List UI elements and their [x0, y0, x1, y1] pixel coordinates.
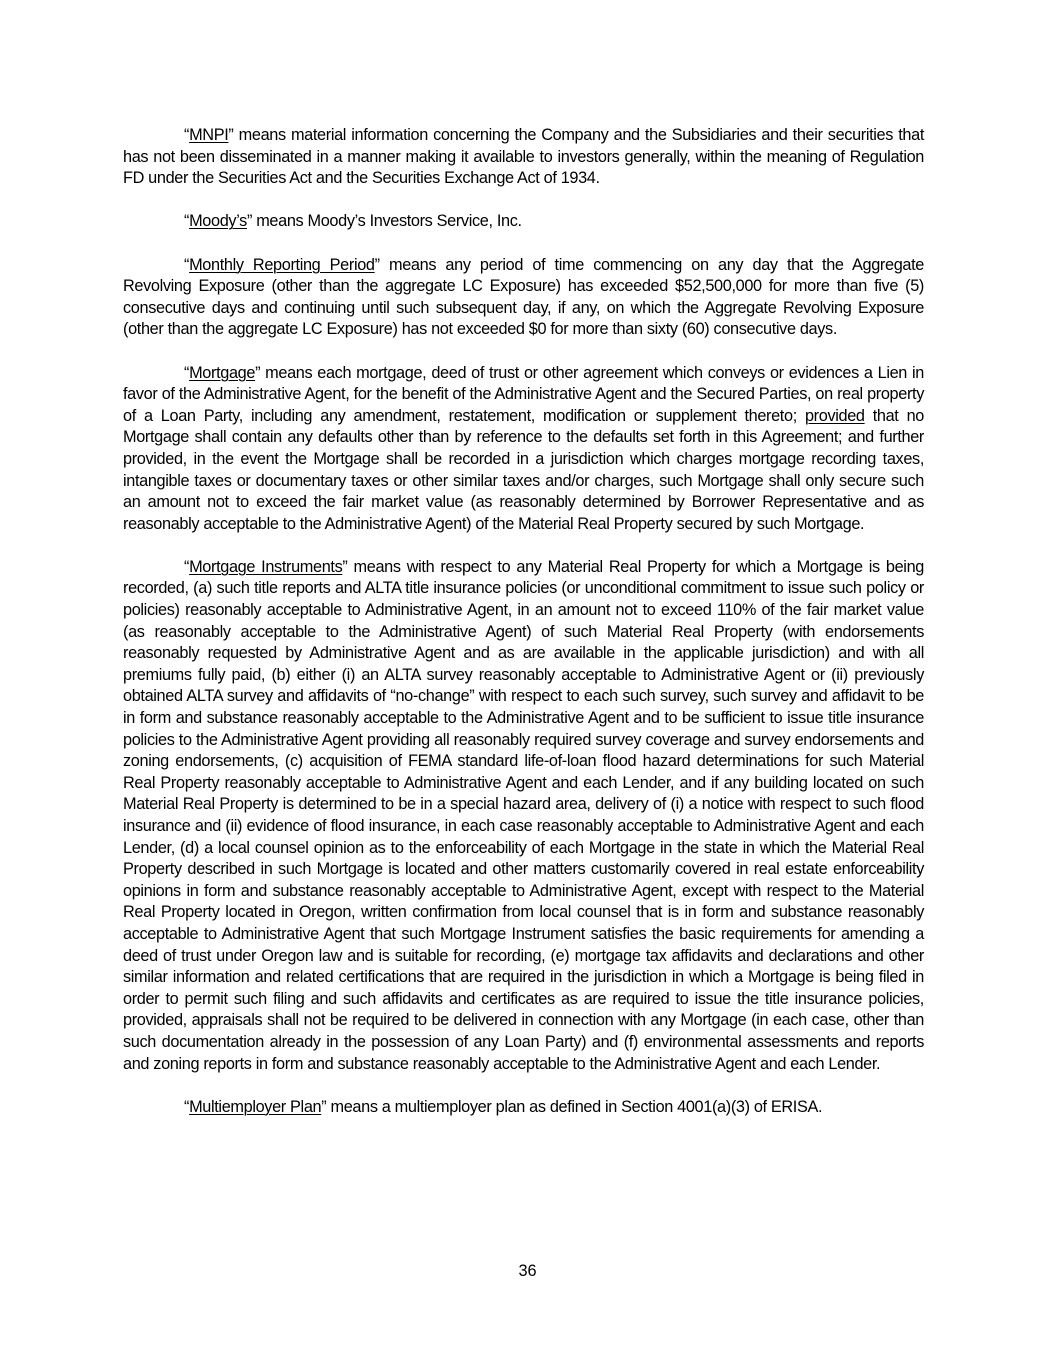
defined-term: Moody’s — [189, 212, 247, 231]
definition-body: means material information concerning the Company and the Subsidiaries and their securities that has not been disseminated in a manner making it available to investors generally, within the meaning of Regulation FD under the Securities Act and the Securities Exchange Act of 1934. — [123, 126, 924, 188]
open-quote: “ — [184, 126, 190, 144]
defined-term: Mortgage — [189, 363, 256, 382]
open-quote: “ — [184, 212, 190, 231]
definition-body: means with respect to any Material Real Property for which a Mortgage is being recorded, (a) such title reports and ALTA title insurance policies (or unconditional commitment to issue such policy or policies) reasonably acceptable to Administrative Agent, in an amount not to exceed 110% of the fair market value (as reasonably acceptable to the Administrative Agent) of such Material Real Property (with endorsements reasonably requested by Administrative Agent and as are available in the applicable jurisdiction) and with all premiums fully paid, (b) either (i) an ALTA survey reasonably acceptable to Administrative Agent or (ii) previously obtained ALTA survey and affidavits of “no-change” with respect to each such survey, such survey and affidavit to be in form and substance reasonably acceptable to the Administrative Agent and to be sufficient to issue title insurance policies to the Administrative Agent providing all reasonably required survey coverage and survey endorsements and zoning endorsements, (c) acquisition of FEMA standard life-of-loan flood hazard determinations for such Material Real Property reasonably acceptable to Administrative Agent and each Lender, and if any building located on such Material Real Property is determined to be in a special hazard area, delivery of (i) a notice with respect to such flood insurance and (ii) evidence of flood insurance, in each case reasonably acceptable to Administrative Agent and each Lender, (d) a local counsel opinion as to the enforceability of each Mortgage in the state in which the Material Real Property described in such Mortgage is located and other matters customarily covered in real estate enforceability opinions in form and substance reasonably acceptable to Administrative Agent, except with respect to the Material Real Property located in Oregon, written confirmation from local counsel that is in form and substance reasonably acceptable to Administrative Agent that such Mortgage Instrument satisfies the basic requirements for amending a deed of trust under Oregon law and is suitable for recording, (e) mortgage tax affidavits and declarations and other similar information and related certifications that are required in the jurisdiction in which a Mortgage is being filed in order to permit such filing and such affidavits and certificates as are required to issue the title insurance policies, provided, appraisals shall not be required to be delivered in connection with any Mortgage (in each case, other than such documentation already in the possession of any Loan Party) and (f) environmental assessments and reports and zoning reports in form and substance reasonably acceptable to the Administrative Agent and each Lender. — [123, 557, 924, 1073]
defined-term: Multiemployer Plan — [189, 1097, 322, 1116]
definition-moodys — [123, 211, 924, 233]
definition-mortgage — [123, 363, 924, 536]
definition-body: means any period of time commencing on any day that the Aggregate Revolving Exposure (other than the aggregate LC Exposure) has exceeded $52,500,000 for more than five (5) consecutive days and continuing until such subsequent day, if any, on which the Aggregate Revolving Exposure (other than the aggregate LC Exposure) has not exceeded $0 for more than sixty (60) consecutive days. — [123, 255, 924, 339]
definition-body: means each mortgage, deed of trust or other agreement which conveys or evidences a Lien in favor of the Administrative Agent, for the benefit of the Administrative Agent and the Secured Parties, on real property of a Loan Party, including any amendment, restatement, modification or supplement thereto; — [123, 363, 924, 425]
definition-mortgage-instruments — [123, 557, 924, 1075]
definition-mnpi — [123, 125, 924, 190]
close-quote: ” — [342, 557, 348, 576]
defined-term: Mortgage Instruments — [189, 557, 343, 576]
close-quote: ” — [321, 1097, 327, 1116]
close-quote: ” — [246, 212, 253, 231]
definition-body: means Moody’s Investors Service, Inc. — [252, 212, 522, 231]
document-page — [123, 125, 924, 1140]
close-quote: ” — [374, 255, 380, 274]
definition-monthly-reporting-period — [123, 255, 924, 341]
defined-term: Monthly Reporting Period — [189, 255, 375, 274]
close-quote: ” — [228, 126, 234, 144]
close-quote: ” — [255, 363, 261, 382]
definition-body-continued: that no Mortgage shall contain any defaults other than by reference to the defaults set forth in this Agreement; and further provided, in the event the Mortgage shall be recorded in a jurisdiction which charges mortgage recording taxes, intangible taxes or documentary taxes or other similar taxes and/or charges, such Mortgage shall only secure such an amount not to exceed the fair market value (as reasonably determined by Borrower Representative and as reasonably acceptable to the Administrative Agent) of the Material Real Property secured by such Mortgage. — [123, 406, 924, 533]
open-quote: “ — [184, 557, 190, 576]
open-quote: “ — [184, 363, 190, 382]
underlined-word: provided — [804, 406, 865, 425]
page-number: 36 — [518, 1262, 537, 1280]
open-quote: “ — [184, 255, 190, 274]
open-quote: “ — [184, 1097, 190, 1116]
definition-multiemployer-plan — [123, 1097, 924, 1119]
definition-body: means a multiemployer plan as defined in Section 4001(a)(3) of ERISA. — [326, 1097, 823, 1116]
defined-term: MNPI — [189, 126, 229, 144]
